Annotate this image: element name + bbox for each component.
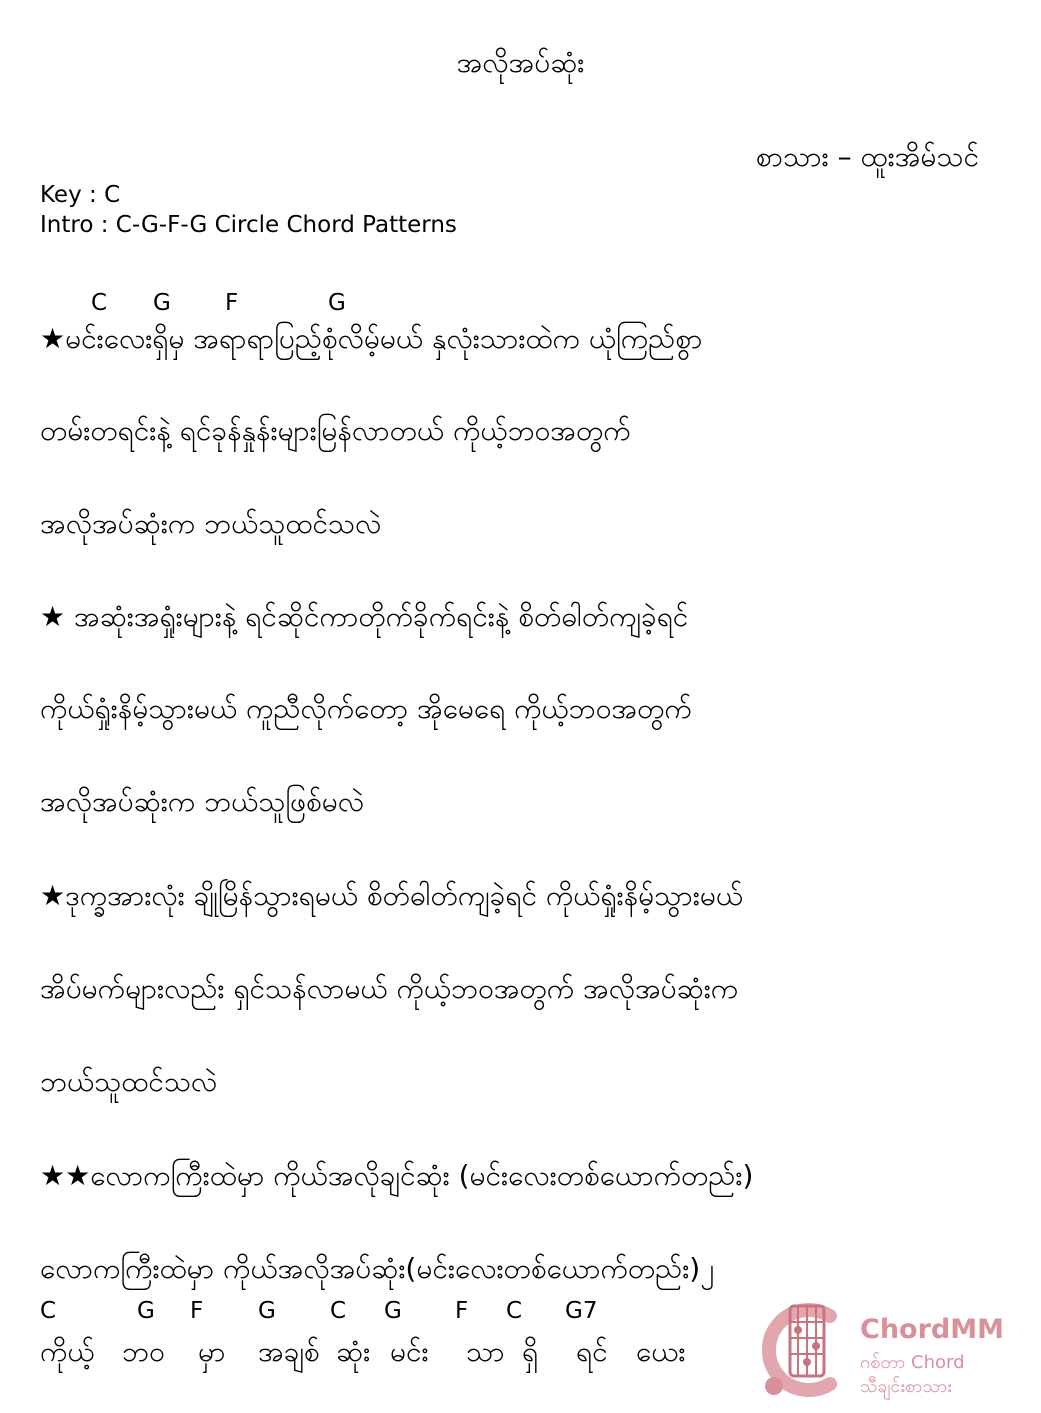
lyric-line: ဘယ်သူထင်သလဲ (40, 1065, 218, 1098)
lyric-line: အလိုအပ်ဆုံးက ဘယ်သူထင်သလဲ (40, 507, 382, 540)
song-intro: Intro : C-G-F-G Circle Chord Patterns (40, 212, 457, 238)
lyric-line: တမ်းတရင်းနဲ့ ရင်ခုန်နှုန်းများမြန်လာတယ် ကိုယ့်ဘ၀အတွက် (40, 414, 631, 447)
lyric-word: မင်း (390, 1335, 429, 1368)
lyric-line: ★ အဆုံးအရှုံးများနဲ့ ရင်ဆိုင်ကာတိုက်ခိုက်ရင်းနဲ့ စိတ်ဓါတ်ကျခဲ့ရင် (40, 600, 689, 633)
chord: F (455, 1298, 469, 1324)
lyric-word: အချစ် (258, 1335, 320, 1368)
chord: G (137, 1298, 155, 1324)
lyric-word: ဘ၀ (122, 1335, 165, 1368)
watermark-line: ဂစ်တာ Chord (860, 1352, 965, 1373)
lyric-line: ★ဒုက္ခအားလုံး ချိုမြိန်သွားရမယ် စိတ်ဓါတ်ကျခဲ့ရင် ကိုယ်ရှုံးနိမ့်သွားမယ် (40, 879, 743, 912)
chord: G (153, 290, 171, 316)
song-title: အလိုအပ်ဆုံး (456, 46, 585, 79)
watermark-line: သီချင်းစာသား (860, 1376, 952, 1397)
song-key: Key : C (40, 182, 121, 208)
chord: G (384, 1298, 402, 1324)
chordmm-watermark (760, 1300, 1020, 1400)
lyric-line: ★မင်းလေးရှိမှ အရာရာပြည့်စုံလိမ့်မယ် နှလုံးသားထဲက ယုံကြည်စွာ (40, 322, 703, 355)
lyric-line: လောကကြီးထဲမှာ ကိုယ်အလိုအပ်ဆုံး(မင်းလေးတစ်ယောက်တည်း)၂ (40, 1252, 714, 1285)
chord: C (91, 290, 108, 316)
chord: C (506, 1298, 523, 1324)
lyric-word: မှာ (198, 1335, 226, 1368)
lyric-word: ယေး (636, 1335, 686, 1368)
chord: C (330, 1298, 347, 1324)
chord: F (225, 290, 239, 316)
chord: C (40, 1298, 57, 1324)
lyric-line: ★★လောကကြီးထဲမှာ ကိုယ်အလိုချင်ဆုံး (မင်းလေးတစ်ယောက်တည်း) (40, 1159, 754, 1192)
chord: G7 (565, 1298, 598, 1324)
chord: G (258, 1298, 276, 1324)
chord: G (328, 290, 346, 316)
lyricist-credit: စာသား – ထူးအိမ်သင် (755, 140, 979, 173)
chord: F (190, 1298, 204, 1324)
lyric-line: အိပ်မက်များလည်း ရှင်သန်လာမယ် ကိုယ့်ဘ၀အတွက် အလိုအပ်ဆုံးက (40, 972, 739, 1005)
lyric-line: ကိုယ်ရှုံးနိမ့်သွားမယ် ကူညီလိုက်တော့ အိုမေရေ ကိုယ့်ဘ၀အတွက် (40, 692, 692, 725)
chordmm-logo-icon (760, 1300, 856, 1400)
lyric-word: သာ (466, 1335, 505, 1368)
lyric-line: အလိုအပ်ဆုံးက ဘယ်သူဖြစ်မလဲ (40, 785, 365, 818)
lyric-word: ရင် (576, 1335, 608, 1368)
lyric-word: ကိုယ့် (40, 1335, 95, 1368)
lyric-word: ရှိ (522, 1335, 539, 1368)
lyric-word: ဆုံး (336, 1335, 371, 1368)
watermark-brand: ChordMM (860, 1314, 1004, 1345)
